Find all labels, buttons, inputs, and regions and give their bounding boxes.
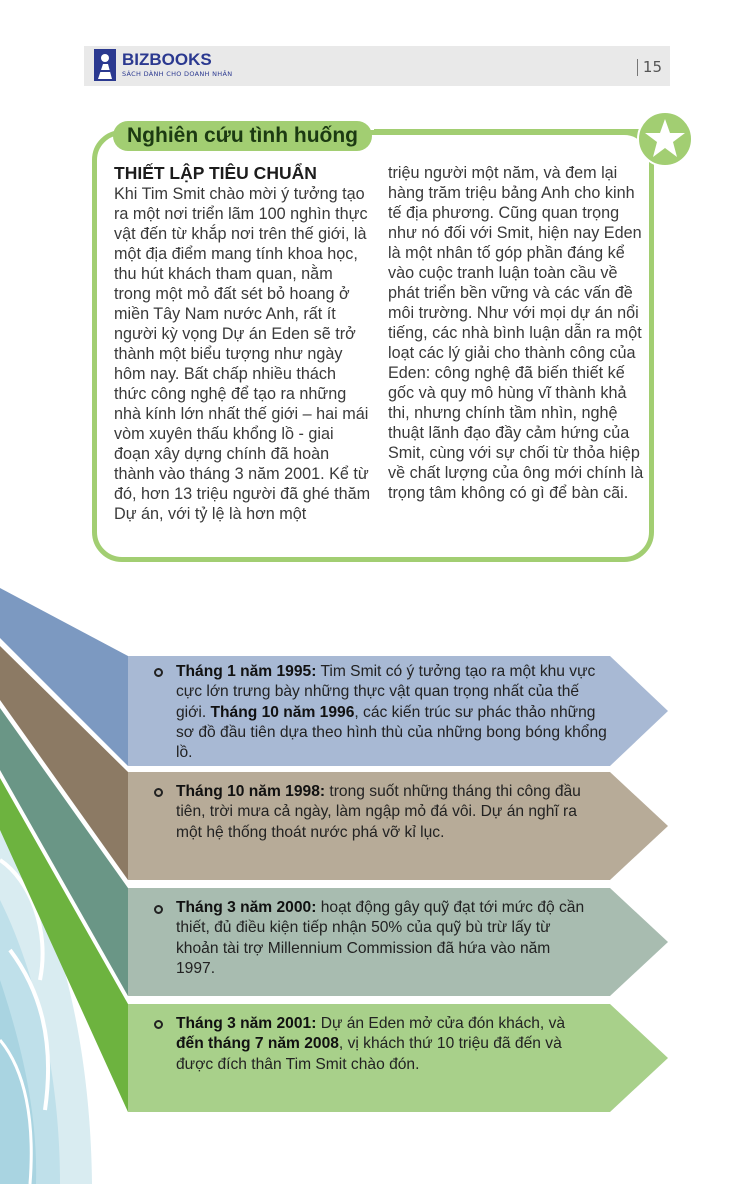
bizbooks-logo-icon	[94, 49, 116, 81]
brand-name: BIZBOOKS	[122, 50, 212, 69]
timeline-entry-3	[176, 898, 586, 979]
case-study-heading: THIẾT LẬP TIÊU CHUẨN	[114, 163, 317, 183]
timeline-text: , vị khách thứ 10 triệu đã đến và được đích thân Tim Smit chào đón.	[176, 1035, 562, 1073]
timeline-entry-1	[176, 662, 608, 763]
case-study-text-left: Khi Tim Smit chào mời ý tưởng tạo ra một nơi triển lãm 100 nghìn thực vật đến từ khắp nơi trên thế giới, là một địa điểm mang tính khoa học, thu hút khách tham quan, nằm trong một mỏ đất sét bỏ hoang ở miền Tây Nam nước Anh, rất ít người kỳ vọng Dự án Eden sẽ trở thành một biểu tượng như ngày hôm nay. Bất chấp nhiều thách thức công nghệ để tạo ra những nhà kính lớn nhất thế giới – hai mái vòm xuyên thấu khổng lồ - giai đoạn xây dựng chính đã hoàn thành vào tháng 3 năm 2001. Kể từ đó, hơn 13 triệu người đã ghé thăm Dự án, với tỷ lệ là hơn một	[114, 185, 371, 523]
timeline-bullet-icon	[154, 788, 163, 797]
timeline-text: Tim Smit có ý tưởng tạo ra một khu vực cực lớn trưng bày những thực vật quan trọng nhất của thế giới.	[176, 663, 596, 721]
page-number-divider	[637, 59, 638, 76]
timeline-text: trong suốt những tháng thi công đầu tiên, trời mưa cả ngày, làm ngập mỏ đá vôi. Dự án nghĩ ra một hệ thống thoát nước phá vỡ kỉ lục.	[176, 783, 581, 841]
timeline-text: , các kiến trúc sư phác thảo những sơ đồ đầu tiên dựa theo hình thù của những bong bóng khổng lồ.	[176, 703, 607, 762]
timeline-date: Tháng 3 năm 2001:	[176, 1015, 317, 1032]
timeline-entry-2	[176, 782, 596, 843]
timeline-date: Tháng 10 năm 1996	[210, 703, 355, 721]
timeline-date: Tháng 10 năm 1998:	[176, 783, 326, 800]
page-number: 15	[642, 58, 662, 76]
timeline-text: hoạt động gây quỹ đạt tới mức độ cần thiết, đủ điều kiện tiếp nhận 50% của quỹ bù trừ lấy từ khoản tài trợ Millennium Commission đã hứa vào năm 1997.	[176, 899, 585, 977]
timeline-text: Dự án Eden mở cửa đón khách, và	[316, 1015, 566, 1032]
case-study-label: Nghiên cứu tình huống	[113, 121, 372, 151]
timeline-bullet-icon	[154, 668, 163, 677]
timeline-date: đến tháng 7 năm 2008	[176, 1035, 339, 1053]
page-header	[84, 46, 670, 86]
brand-tagline: SÁCH DÀNH CHO DOANH NHÂN	[122, 70, 233, 78]
timeline-date: Tháng 3 năm 2000:	[176, 899, 317, 916]
case-study-left-column	[114, 163, 372, 524]
timeline-date: Tháng 1 năm 1995:	[176, 663, 317, 680]
case-study-top-bar	[374, 129, 650, 134]
case-study-text-right: triệu người một năm, và đem lại hàng trăm triệu bảng Anh cho kinh tế địa phương. Cũng quan trọng như nó đối với Smit, hiện nay Eden là một nhân tố góp phần đáng kể vào cuộc tranh luận toàn cầu về phát triển bền vững và các vấn đề môi trường. Như với mọi dự án nổi tiếng, các nhà bình luận dẫn ra một loạt các lý giải cho thành công của Eden: công nghệ đã biến thiết kế gốc và quy mô hùng vĩ thành khả thi, nhưng chính tầm nhìn, nghệ thuật lãnh đạo đầy cảm hứng của Smit, cùng với sự chối từ thỏa hiệp về chất lượng của ông mới chính là trọng tâm không có gì để bàn cãi.	[388, 164, 644, 502]
star-icon	[636, 110, 694, 168]
case-study-right-column	[388, 163, 646, 503]
timeline-bullet-icon	[154, 1020, 163, 1029]
timeline-bullet-icon	[154, 905, 163, 914]
timeline-entry-4	[176, 1014, 596, 1075]
